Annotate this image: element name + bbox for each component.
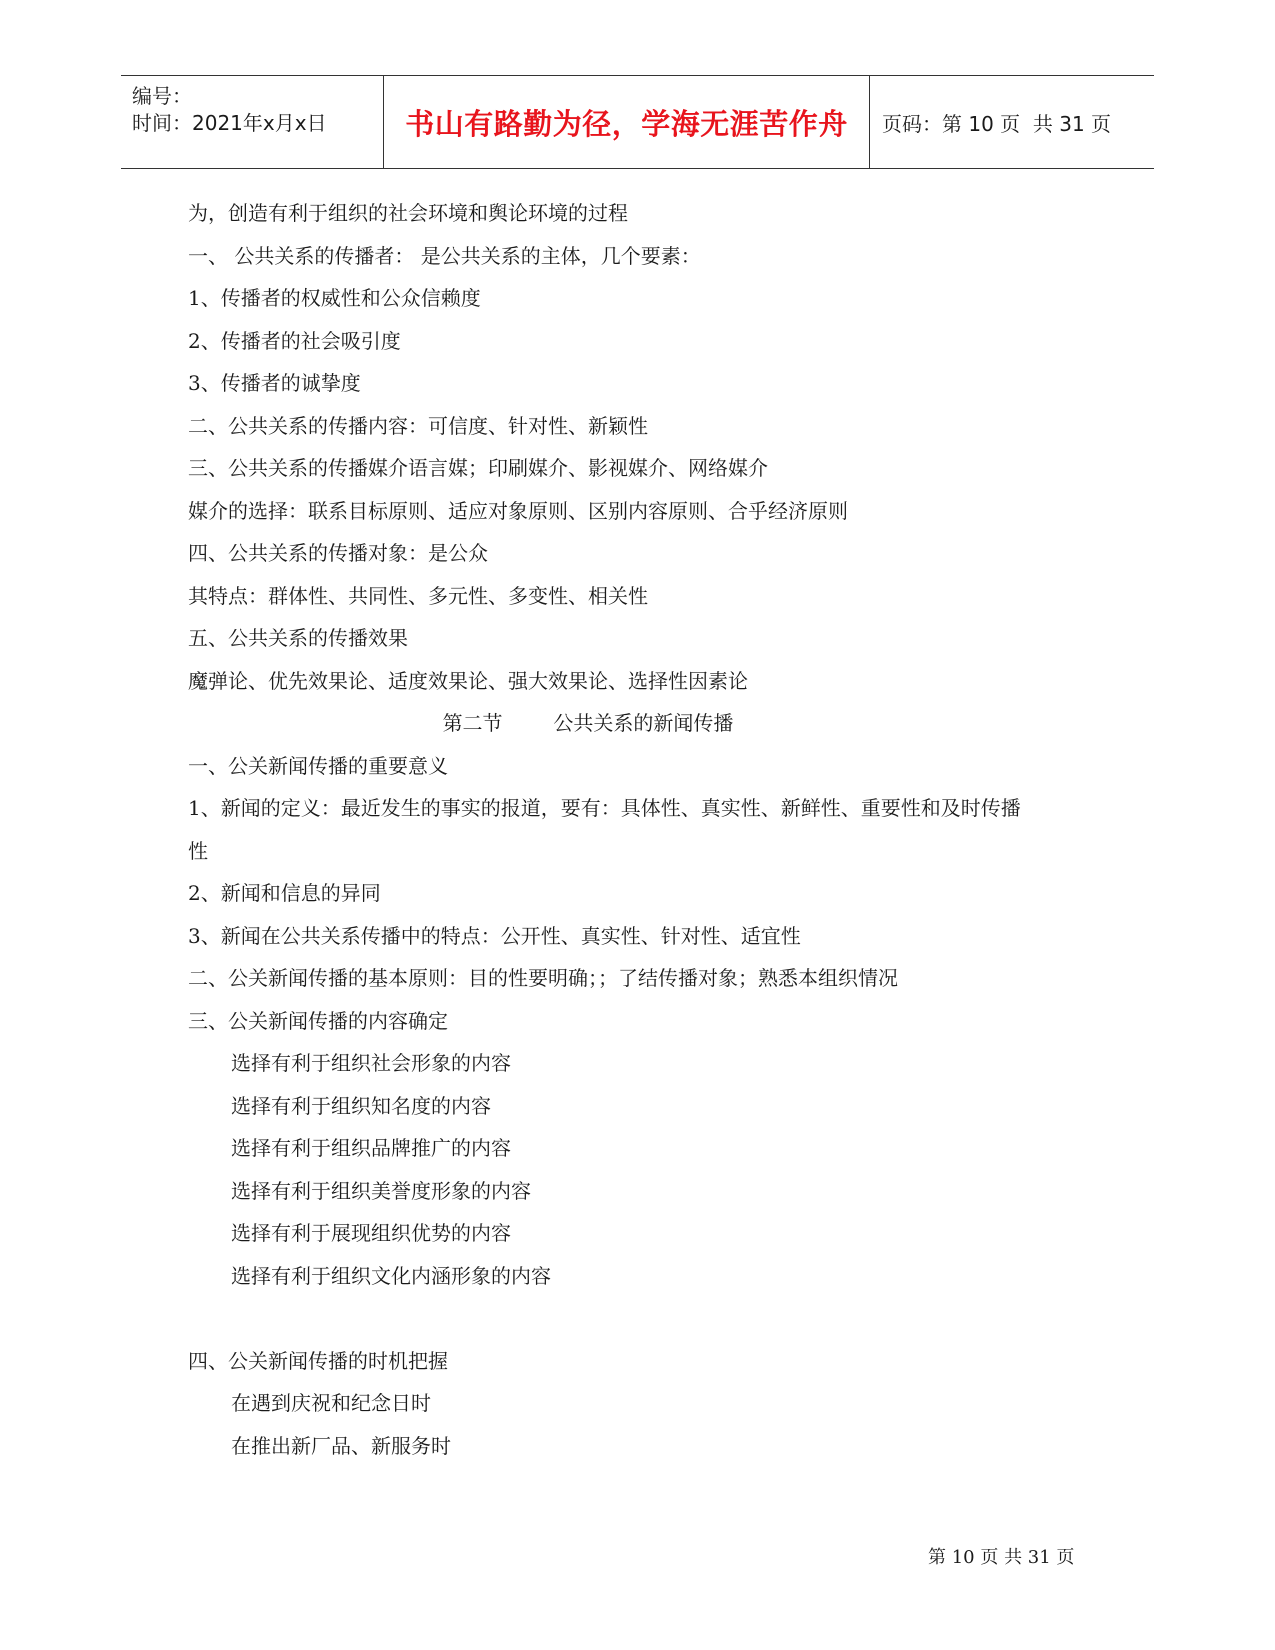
list-item: 选择有利于组织品牌推广的内容 bbox=[231, 1136, 511, 1160]
section-heading: 四、公关新闻传播的时机把握 bbox=[188, 1348, 448, 1373]
section-heading: 五、公共关系的传播效果 bbox=[188, 626, 408, 650]
list-item: 在遇到庆祝和纪念日时 bbox=[231, 1391, 431, 1415]
header-page-cell bbox=[870, 76, 1154, 168]
section-heading: 一、公关新闻传播的重要意义 bbox=[188, 753, 448, 778]
list-item: 选择有利于组织知名度的内容 bbox=[231, 1093, 491, 1118]
body-line: 3、传播者的诚挚度 bbox=[188, 371, 361, 395]
body-line: 魔弹论、优先效果论、适度效果论、强大效果论、选择性因素论 bbox=[188, 668, 748, 693]
header-motto-cell bbox=[384, 76, 870, 168]
page-label: 页码：第 10 页 共 31 页 bbox=[882, 111, 1112, 136]
body-line: 为，创造有利于组织的社会环境和舆论环境的过程 bbox=[188, 201, 628, 225]
body-line: 性 bbox=[188, 838, 208, 863]
body-line: 媒介的选择：联系目标原则、适应对象原则、区别内容原则、合乎经济原则 bbox=[188, 498, 848, 523]
section-heading: 一、 公共关系的传播者： 是公共关系的主体，几个要素： bbox=[188, 243, 701, 268]
list-item: 选择有利于组织文化内涵形象的内容 bbox=[231, 1263, 551, 1288]
body-line: 2、新闻和信息的异同 bbox=[188, 881, 381, 905]
document-header bbox=[121, 75, 1154, 169]
section-heading: 三、公关新闻传播的内容确定 bbox=[188, 1008, 448, 1033]
number-label: 编号： bbox=[132, 84, 192, 108]
body-line: 2、传播者的社会吸引度 bbox=[188, 328, 401, 353]
body-line: 1、传播者的权威性和公众信赖度 bbox=[188, 286, 481, 310]
list-item: 选择有利于组织美誉度形象的内容 bbox=[231, 1178, 531, 1203]
page-footer: 第 10 页 共 31 页 bbox=[928, 1547, 1075, 1568]
time-label: 时间：2021年x月x日 bbox=[132, 111, 327, 135]
section-heading: 三、公共关系的传播媒介语言媒；印刷媒介、影视媒介、网络媒介 bbox=[188, 456, 768, 480]
motto: 书山有路勤为径，学海无涯苦作舟 bbox=[405, 106, 848, 141]
blank-line bbox=[188, 1297, 1108, 1340]
list-item: 选择有利于展现组织优势的内容 bbox=[231, 1221, 511, 1245]
list-item: 在推出新厂品、新服务时 bbox=[231, 1433, 451, 1458]
body-line: 其特点：群体性、共同性、多元性、多变性、相关性 bbox=[188, 583, 648, 608]
section-heading: 四、公共关系的传播对象：是公众 bbox=[188, 541, 488, 565]
chapter-section-title: 第二节 公共关系的新闻传播 bbox=[442, 711, 734, 735]
section-heading: 二、公关新闻传播的基本原则：目的性要明确；；了结传播对象；熟悉本组织情况 bbox=[188, 966, 898, 990]
body-line: 3、新闻在公共关系传播中的特点：公开性、真实性、针对性、适宜性 bbox=[188, 923, 801, 948]
document-body bbox=[188, 192, 1108, 1467]
body-line: 1、新闻的定义：最近发生的事实的报道，要有：具体性、真实性、新鲜性、重要性和及时传播 bbox=[188, 796, 1021, 820]
section-heading: 二、公共关系的传播内容：可信度、针对性、新颖性 bbox=[188, 413, 648, 438]
list-item: 选择有利于组织社会形象的内容 bbox=[231, 1051, 511, 1075]
header-meta bbox=[121, 76, 384, 168]
